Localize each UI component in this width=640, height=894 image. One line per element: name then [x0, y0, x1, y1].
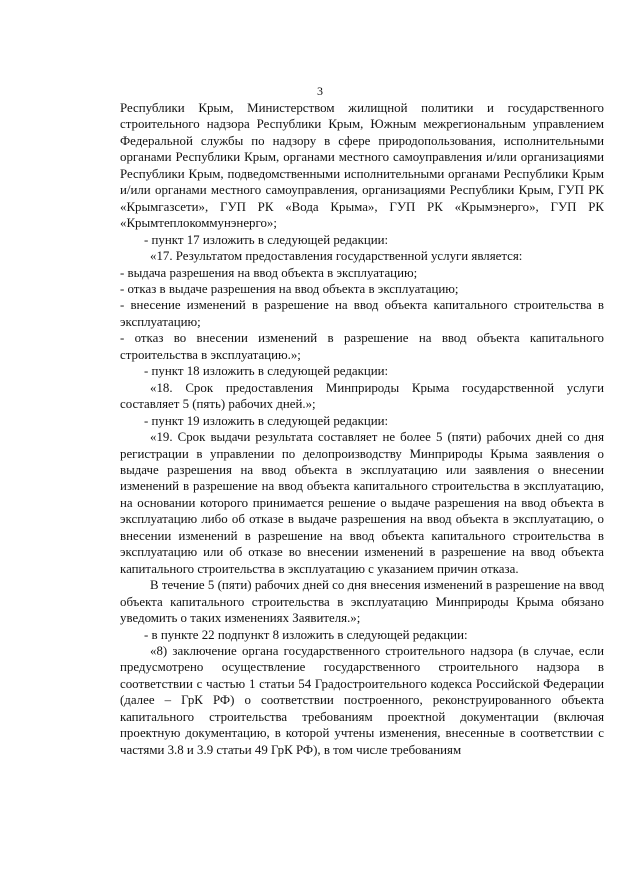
paragraph-continuation: Республики Крым, Министерством жилищной политики и государственного строительного надзора Республики Крым, Южным межрегиональным управлением Федеральной службы по надзору в сфере природопользования, исполнительными органами Республики Крым, органами местного самоуправления и/или организациями Республики Крым, подведомственными исполнительными органами Республики Крым и/или органами местного самоуправления, организациями Республики Крым, ГУП РК «Крымгазсети», ГУП РК «Вода Крыма», ГУП РК «Крымэнерго», ГУП РК «Крымтеплокоммунэнерго»;	[120, 101, 604, 231]
paragraph-clause-19-notice: В течение 5 (пяти) рабочих дней со дня внесения изменений в разрешение на ввод объекта капитального строительства в эксплуатацию Минприроды Крыма обязано уведомить о таких изменениях Заявителя.»;	[120, 578, 604, 626]
paragraph-subclause-8: «8) заключение органа государственного строительного надзора (в случае, если предусмотрено осуществление государственного строительного надзора в соответствии с частью 1 статьи 54 Градостроительного кодекса Российской Федерации (далее – ГрК РФ) о соответствии построенного, реконструированного объекта капитального строительства требованиям проектной документации (включая проектную документацию, в которой учтены изменения, внесенные в соответствии с частями 3.8 и 3.9 статьи 49 ГрК РФ), в том числе требованиям	[120, 643, 604, 757]
paragraph-item-19-intro: - пункт 19 изложить в следующей редакции:	[144, 413, 389, 428]
paragraph-clause-18: «18. Срок предоставления Минприроды Крыма государственной услуги составляет 5 (пять) рабочих дней.»;	[120, 380, 604, 412]
list-item: - отказ во внесении изменений в разрешение на ввод объекта капитального строительства в эксплуатацию.»;	[120, 331, 604, 362]
paragraph-item-22-intro: - в пункте 22 подпункт 8 изложить в следующей редакции:	[144, 627, 468, 642]
list-item: - выдача разрешения на ввод объекта в эксплуатацию;	[120, 265, 418, 280]
page-number: 3	[317, 84, 323, 98]
list-item: - внесение изменений в разрешение на ввод объекта капитального строительства в эксплуатацию;	[120, 298, 604, 329]
paragraph-item-18-intro: - пункт 18 изложить в следующей редакции:	[144, 364, 389, 379]
paragraph-clause-17: «17. Результатом предоставления государственной услуги является:	[150, 249, 523, 264]
list-item: - отказ в выдаче разрешения на ввод объекта в эксплуатацию;	[120, 281, 459, 296]
paragraph-item-17-intro: - пункт 17 изложить в следующей редакции:	[144, 232, 389, 247]
paragraph-clause-19: «19. Срок выдачи результата составляет не более 5 (пяти) рабочих дней со дня регистрации в управлении по делопроизводству Минприроды Крыма заявления о выдаче разрешения на ввод объекта в эксплуатацию или заявления о внесении изменений в разрешение на ввод объекта капитального строительства в эксплуатацию, на основании которого принимается решение о выдаче разрешения на ввод объекта в эксплуатацию либо об отказе в выдаче разрешения на ввод объекта в эксплуатацию, о внесении изменений в разрешение на ввод объекта капитального строительства в эксплуатацию или об отказе во внесении изменений в разрешение на ввод объекта капитального строительства в эксплуатацию с указанием причин отказа.	[120, 430, 604, 576]
document-body	[120, 100, 604, 758]
